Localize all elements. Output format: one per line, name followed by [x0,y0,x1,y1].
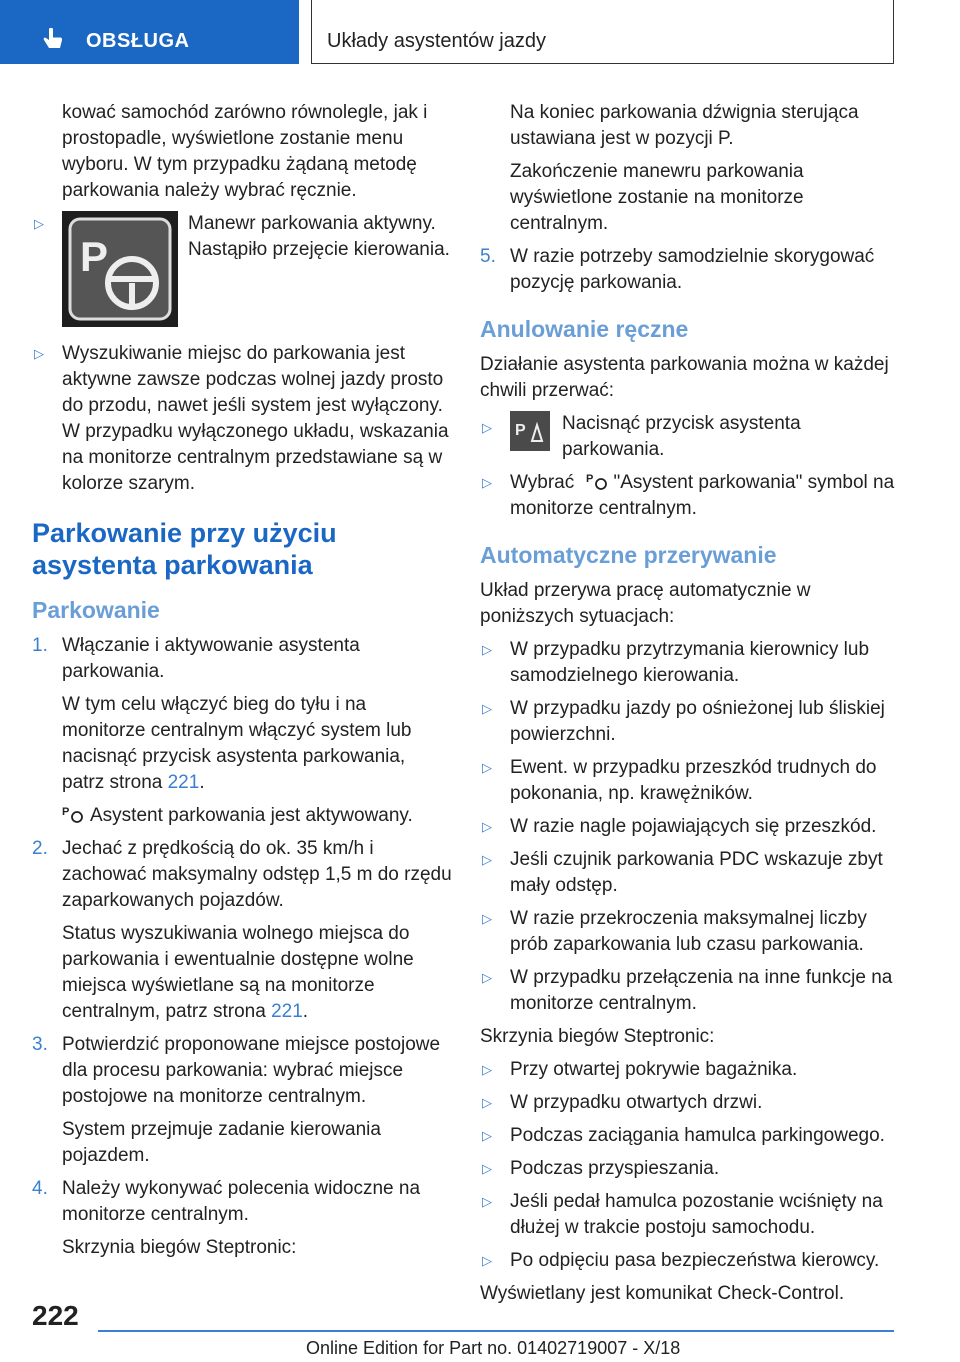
list-item: ▷ W przypadku jazdy po ośnieżonej lub śliskiej powierzchni. [482,698,885,745]
step-detail: Status wyszukiwania wolnego miejsca do parkowania i ewentualnie dostępne wolne miejsca wyświetlane są na monitorze centralnym, patrz strona 221. [62,923,414,1022]
bullet-triangle-icon: ▷ [482,475,492,490]
step-3 [32,1032,452,1169]
list-item [480,470,900,522]
left-column [32,100,452,1268]
bullet-triangle-icon: ▷ [482,1253,492,1268]
steptronic-list [480,1057,900,1274]
continued-text: Na koniec parkowania dźwignia sterująca ustawiana jest w pozycji P. [510,102,859,149]
footer-divider [98,1330,894,1332]
list-item: ▷ W razie przekroczenia maksymalnej liczby prób zaparkowania lub czasu parkowania. [482,908,867,955]
svg-text:P: P [515,422,526,439]
parking-assist-icon [62,804,84,824]
bullet-triangle-icon: ▷ [34,216,44,231]
bullet-triangle-icon: ▷ [482,701,492,716]
steptronic-label: Skrzynia biegów Steptronic: [480,1026,715,1047]
list-item: ▷ Podczas zaciągania hamulca parkingowego. [480,1123,900,1149]
step-1 [32,633,452,829]
list-item-text: Wybrać P "Asystent parkowania" symbol na monitorze centralnym. [510,472,895,519]
step-5 [480,244,900,296]
list-item-text: Wyszukiwanie miejsc do parkowania jest aktywne zawsze podczas wolnej jazdy prosto do przodu, nawet jeśli system jest wyłączony. W przypadku wyłączonego układu, wskazania na monitorze centralnym przedstawiane są w kolorze szarym. [62,343,449,494]
svg-text:P: P [62,806,70,818]
section-title: Układy asystentów jazdy [327,30,546,52]
right-column [480,100,900,1307]
step-detail: System przejmuje zadanie kierowania pojazdem. [62,1119,381,1166]
page-link[interactable]: 221 [271,1001,303,1022]
edition-text: Online Edition for Part no. 01402719007 - X/18 [306,1338,681,1358]
bullet-triangle-icon: ▷ [482,1128,492,1143]
bullet-triangle-icon: ▷ [482,420,492,435]
heading-main: Parkowanie przy użyciu asystenta parkowania [32,518,337,580]
bullet-triangle-icon: ▷ [482,1095,492,1110]
continued-text: Zakończenie manewru parkowania wyświetlone zostanie na monitorze centralnym. [510,161,804,234]
page-number: 222 [32,1300,79,1331]
step-text: Włączanie i aktywowanie asystenta parkowania. [62,635,360,682]
bullet-triangle-icon: ▷ [482,642,492,657]
svg-text:P: P [585,473,593,485]
step-text: Należy wykonywać polecenia widoczne na monitorze centralnym. [62,1178,421,1225]
step-number: 5. [480,246,496,267]
list-item: ▷ Jeśli czujnik parkowania PDC wskazuje zbyt mały odstęp. [482,849,883,896]
step-text: Potwierdzić proponowane miejsce postojowe dla procesu parkowania: wybrać miejsce postojowe na monitorze centralnym. [62,1034,441,1107]
bullet-triangle-icon: ▷ [482,1062,492,1077]
step-text: W razie potrzeby samodzielnie skorygować pozycję parkowania. [510,246,875,293]
heading-sub: Parkowanie [32,597,160,623]
list-item: ▷ Jeśli pedał hamulca pozostanie wciśnięty na dłużej w trakcie postoju samochodu. [482,1191,883,1238]
list-item [32,211,452,327]
list-item [480,411,900,463]
svg-text:P: P [80,233,109,280]
step-number: 2. [32,838,48,859]
bullet-triangle-icon: ▷ [34,346,44,361]
page-header [0,0,960,66]
step-2 [32,836,452,1025]
list-item: ▷ Po odpięciu pasa bezpieczeństwa kierowcy. [480,1248,900,1274]
intro-paragraph: kować samochód zarówno równolegle, jak i prostopadle, wyświetlone zostanie menu wyboru. W tym przypadku żądaną metodę parkowania należy wybrać ręcznie. [62,102,428,201]
step-detail: Skrzynia biegów Steptronic: [62,1237,297,1258]
list-item: ▷ W razie nagle pojawiających się przeszkód. [480,814,900,840]
bullet-triangle-icon: ▷ [482,911,492,926]
list-item-text: Nacisnąć przycisk asystenta parkowania. [562,413,801,460]
heading-auto: Automatyczne przerywanie [480,542,777,568]
parking-button-icon [510,411,550,451]
section-tab-label: OBSŁUGA [86,30,190,52]
step-text: Jechać z prędkością do ok. 35 km/h i zachować maksymalny odstęp 1,5 m do rzędu zaparkowanych pojazdów. [62,838,452,911]
cancel-intro: Działanie asystenta parkowania można w każdej chwili przerwać: [480,354,889,401]
step-detail: W tym celu włączyć bieg do tyłu i na monitorze centralnym włączyć system lub nacisnąć przycisk asystenta parkowania, patrz strona 221. [62,694,412,793]
bullet-triangle-icon: ▷ [482,819,492,834]
page-link[interactable]: 221 [167,772,200,793]
parking-assist-icon [586,471,608,491]
heading-cancel: Anulowanie ręczne [480,316,689,342]
list-item: ▷ Przy otwartej pokrywie bagażnika. [480,1057,900,1083]
list-item: ▷ Podczas przyspieszania. [480,1156,900,1182]
step-number: 3. [32,1034,48,1055]
list-item [32,341,452,497]
bullet-triangle-icon: ▷ [482,852,492,867]
list-item: ▷ W przypadku przytrzymania kierownicy lub samodzielnego kierowania. [482,639,870,686]
bullet-triangle-icon: ▷ [482,760,492,775]
bullet-triangle-icon: ▷ [482,1161,492,1176]
list-item: ▷ Ewent. w przypadku przeszkód trudnych do pokonania, np. krawężników. [482,757,877,804]
auto-interrupt-list [480,637,900,1017]
step-number: 1. [32,635,48,656]
step-detail: P Asystent parkowania jest aktywowany. [62,805,413,826]
bullet-triangle-icon: ▷ [482,970,492,985]
list-item: ▷ W przypadku otwartych drzwi. [480,1090,900,1116]
bullet-triangle-icon: ▷ [482,1194,492,1209]
list-item: ▷ W przypadku przełączenia na inne funkcje na monitorze centralnym. [482,967,893,1014]
auto-intro: Układ przerywa pracę automatycznie w poniższych sytuacjach: [480,580,811,627]
icon-item-text: Manewr parkowania aktywny. Nastąpiło przejęcie kierowania. [188,213,450,260]
closing-text: Wyświetlany jest komunikat Check-Control. [480,1283,845,1304]
parking-steering-icon [62,211,178,327]
step-number: 4. [32,1178,48,1199]
step-4 [32,1176,452,1261]
hand-pointer-icon [40,27,66,53]
